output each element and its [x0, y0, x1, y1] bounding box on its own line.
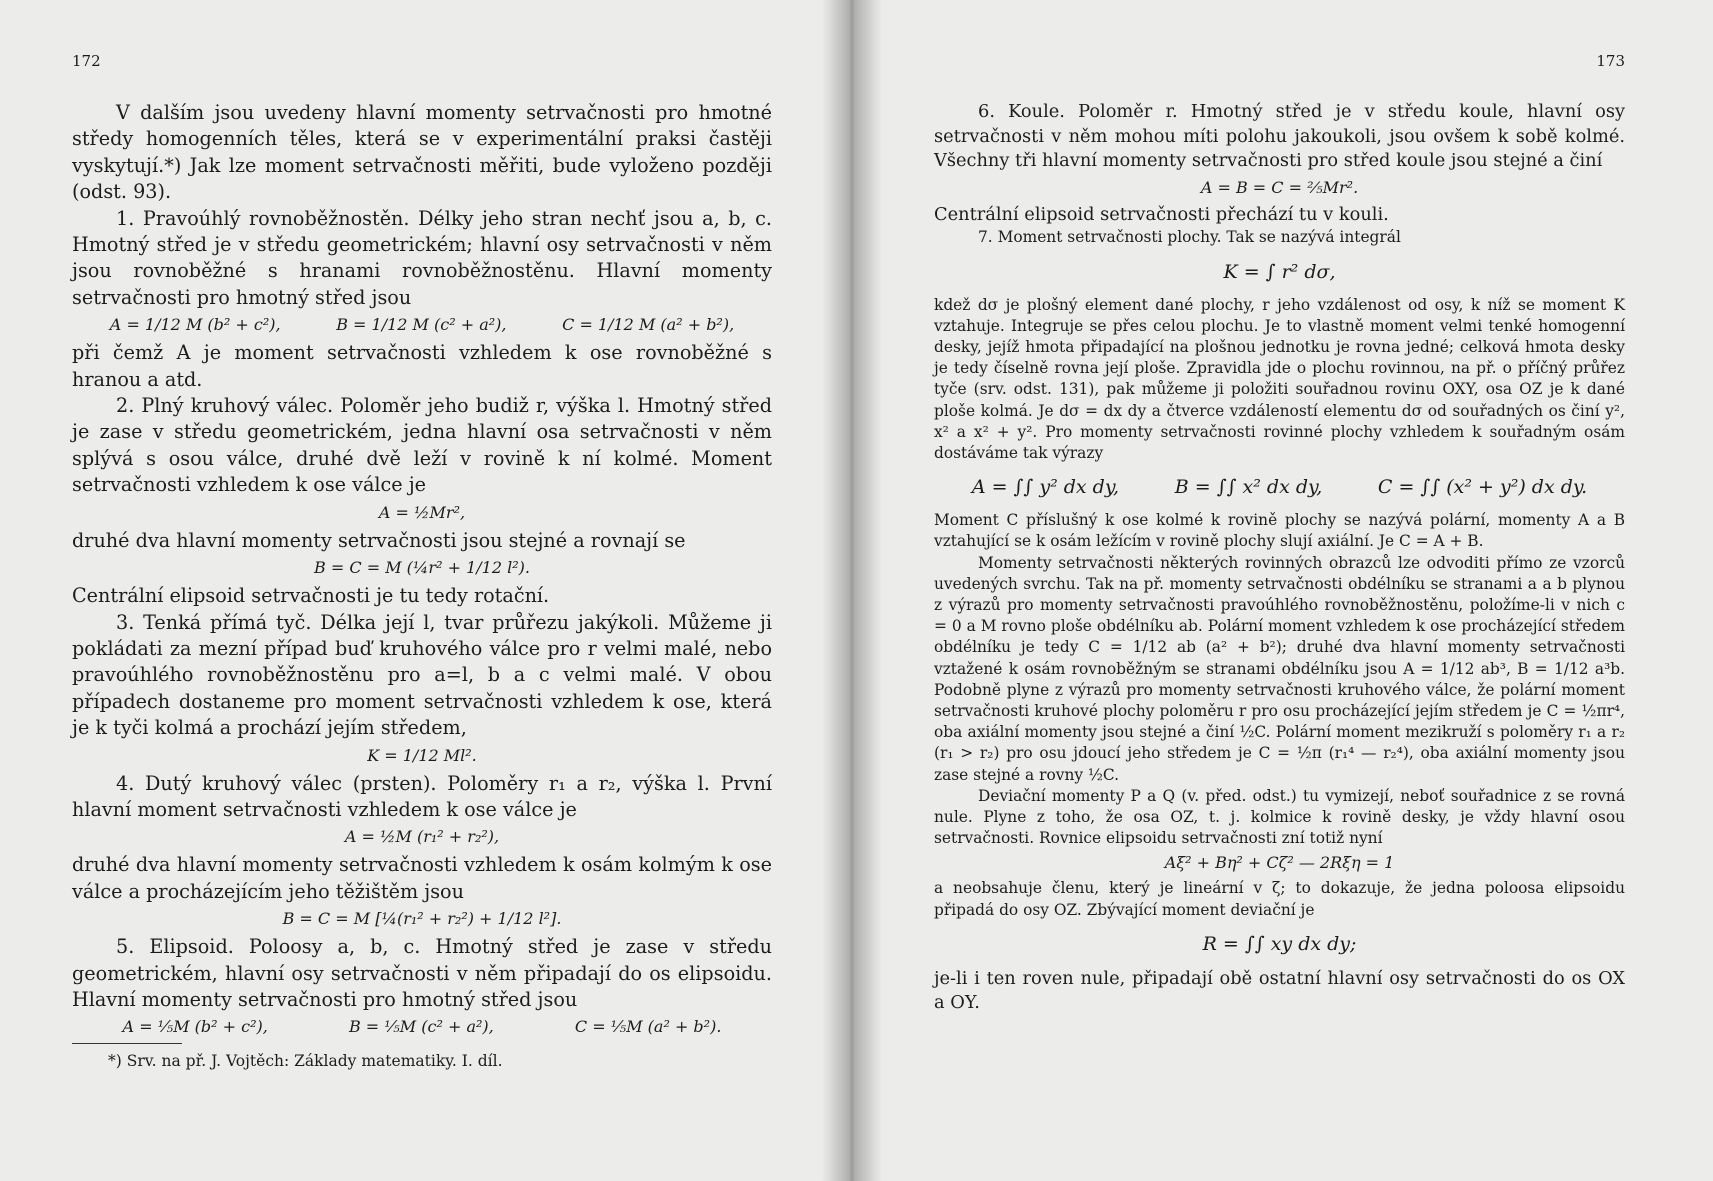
- equation-term: C = 1/12 M (a² + b²),: [562, 315, 735, 335]
- equation-ring-a: A = ½M (r₁² + r₂²),: [344, 827, 500, 847]
- book-gutter-shadow: [822, 0, 882, 1181]
- paragraph-examples: Momenty setrvačnosti některých rovinných obrazců lze odvoditi přímo ze vzorců uvedených svrchu. Tak na př. momenty setrvačnosti obdélníku se stranami a a b plynou z výrazů pro momenty setrvačnosti pravoúhlého rovnoběžnostěnu, položíme-li v nich c = 0 a M rovno ploše obdélníku ab. Polární moment vzhledem k ose procházející středem obdélníku je tedy C = 1/12 ab (a² + b²); druhé dva hlavní momenty setrvačnosti vztažené k osám rovnoběžným se stranami obdélníku jsou A = 1/12 ab³, B = 1/12 a³b. Podobně plyne z výrazů pro momenty setrvačnosti kruhového válce, že polární moment setrvačnosti kruhové plochy poloměru r pro osu procházející jejím středem je C = ½πr⁴, oba axiální momenty jsou stejné a činí ½C. Polární moment mezikruží s poloměry r₁ a r₂ (r₁ > r₂) pro osu jdoucí jeho středem je C = ½π (r₁⁴ — r₂⁴), oba axiální momenty jsou zase stejné a rovny ½C.: [934, 553, 1625, 784]
- equation-term: B = ⅕M (c² + a²),: [348, 1017, 494, 1037]
- equation-rod: K = 1/12 Ml².: [367, 745, 477, 765]
- section-4-paragraph: 4. Dutý kruhový válec (prsten). Poloměry r₁ a r₂, výška l. První hlavní moment setrvačnosti vzhledem k ose válce je: [72, 771, 772, 821]
- equation-cylinder-bc: B = C = M (¼r² + 1/12 l²).: [314, 558, 530, 578]
- equation-term: A = ⅕M (b² + c²),: [122, 1017, 268, 1037]
- paragraph-deviation: Deviační momenty P a Q (v. před. odst.) tu vymizejí, neboť souřadnice z se rovná nule. Plyne z toho, že osa OZ, t. j. kolmice k rovině desky, je vždy hlavní osou setrvačnosti. Rovnice elipsoidu setrvačnosti zní totiž nyní: [934, 786, 1625, 848]
- equation-sphere: A = B = C = ⅖Mr².: [1200, 177, 1359, 197]
- section-3-paragraph: 3. Tenká přímá tyč. Délka její l, tvar průřezu jakýkoli. Můžeme ji pokládati za mezní případ buď kruhového válce pro r velmi malé, nebo pravoúhlého rovnoběžnostěnu pro a=l, b a c velmi malé. V obou případech dostaneme pro moment setrvačnosti vzhledem k ose, která je k tyči kolmá a prochází jejím středem,: [72, 610, 772, 740]
- equation-ellipsoid-plane: Aξ² + Bη² + Cζ² — 2Rξη = 1: [1164, 853, 1395, 873]
- equation-prism-moments: [72, 313, 772, 337]
- paragraph: při čemž A je moment setrvačnosti vzhledem k ose rovnoběžné s hranou a atd.: [72, 341, 772, 391]
- equation-plane-moments: [934, 470, 1625, 504]
- paragraph-polar-axial: Moment C příslušný k ose kolmé k rovině plochy se nazývá polární, momenty A a B vztahující se k osám ležícím v rovině plochy slují axiální. Je C = A + B.: [934, 511, 1625, 551]
- footnote-rule: [72, 1043, 182, 1044]
- section-5-paragraph: 5. Elipsoid. Poloosy a, b, c. Hmotný střed je zase v středu geometrickém, hlavní osy setrvačnosti v něm připadají do os elipsoidu. Hlavní momenty setrvačnosti pro hmotný střed jsou: [72, 935, 772, 1011]
- paragraph: druhé dva hlavní momenty setrvačnosti vzhledem k osám kolmým k ose válce a procházejícím jeho těžištěm jsou: [72, 853, 772, 903]
- paragraph: a neobsahuje členu, který je lineární v ζ; to dokazuje, že jedna poloosa elipsoidu připadá do osy OZ. Zbývající moment deviační je: [934, 879, 1625, 919]
- section-6-paragraph: 6. Koule. Poloměr r. Hmotný střed je v středu koule, hlavní osy setrvačnosti v něm mohou míti polohu jakoukoli, jsou ovšem k sobě kolmé. Všechny tři hlavní momenty setrvačnosti pro střed koule jsou stejné a činí: [934, 101, 1625, 172]
- equation-term: C = ⅕M (a² + b²).: [574, 1017, 722, 1037]
- intro-paragraph: V dalším jsou uvedeny hlavní momenty setrvačnosti pro hmotné středy homogenních těles, která se v experimentální praksi častěji vyskytují.*) Jak lze moment setrvačnosti měřiti, bude vyloženo později (odst. 93).: [72, 101, 772, 204]
- paragraph: druhé dva hlavní momenty setrvačnosti jsou stejné a rovnají se: [72, 528, 686, 552]
- equation-term: B = ∫∫ x² dx dy,: [1174, 476, 1323, 499]
- footnote: *) Srv. na př. J. Vojtěch: Základy matematiky. I. díl.: [108, 1052, 503, 1071]
- equation-area-moment: K = ∫ r² dσ,: [1223, 260, 1336, 283]
- equation-term: A = ∫∫ y² dx dy,: [971, 476, 1120, 499]
- equation-ring-bc: B = C = M [¼(r₁² + r₂²) + 1/12 l²].: [282, 909, 562, 929]
- equation-term: A = 1/12 M (b² + c²),: [109, 315, 281, 335]
- equation-ellipsoid-moments: [72, 1015, 772, 1039]
- right-page: [852, 0, 1713, 1181]
- section-7-heading: 7. Moment setrvačnosti plochy. Tak se nazývá integrál: [978, 228, 1401, 247]
- equation-term: C = ∫∫ (x² + y²) dx dy.: [1377, 476, 1588, 499]
- page-number-left: 172: [72, 52, 101, 70]
- left-page: [0, 0, 852, 1181]
- page-number-right: 173: [1596, 52, 1625, 70]
- equation-term: B = 1/12 M (c² + a²),: [336, 315, 507, 335]
- equation-cylinder-a: A = ½Mr²,: [378, 502, 466, 522]
- paragraph-area-moment: kdež dσ je plošný element dané plochy, r jeho vzdálenost od osy, k níž se moment K vztahuje. Integruje se přes celou plochu. Je to vlastně moment velmi tenké homogenní desky, jejíž hmota připadající na plošnou jednotku je rovna jedné; celková hmota desky je tedy číselně rovna její ploše. Zpravidla jde o plochu rovinnou, na př. o příčný průřez tyče (srv. odst. 131), pak můžeme ji položiti souřadnou rovinu OXY, osa OZ je k dané ploše kolmá. Je dσ = dx dy a čtverce vzdáleností elementu dσ od souřadných os činí y², x² a x² + y². Pro momenty setrvačnosti rovinné plochy vzhledem k souřadným osám dostáváme tak výrazy: [934, 295, 1625, 462]
- paragraph: Centrální elipsoid setrvačnosti přechází tu v kouli.: [934, 203, 1389, 225]
- section-1-paragraph: 1. Pravoúhlý rovnoběžnostěn. Délky jeho stran nechť jsou a, b, c. Hmotný střed je v středu geometrickém; hlavní osy setrvačnosti v něm jsou rovnoběžné s hranami rovnoběžnostěnu. Hlavní momenty setrvačnosti pro hmotný střed jsou: [72, 206, 772, 309]
- paragraph: Centrální elipsoid setrvačnosti je tu tedy rotační.: [72, 584, 550, 608]
- closing-paragraph: je-li i ten roven nule, připadají obě ostatní hlavní osy setrvačnosti do os OX a OY.: [934, 967, 1625, 1014]
- equation-deviation-moment: R = ∫∫ xy dx dy;: [1202, 932, 1357, 955]
- section-2-paragraph: 2. Plný kruhový válec. Poloměr jeho budiž r, výška l. Hmotný střed je zase v středu geometrickém, jedna hlavní osa setrvačnosti v něm splývá s osou válce, druhé dvě leží v rovině k ní kolmé. Moment setrvačnosti vzhledem k ose válce je: [72, 394, 772, 497]
